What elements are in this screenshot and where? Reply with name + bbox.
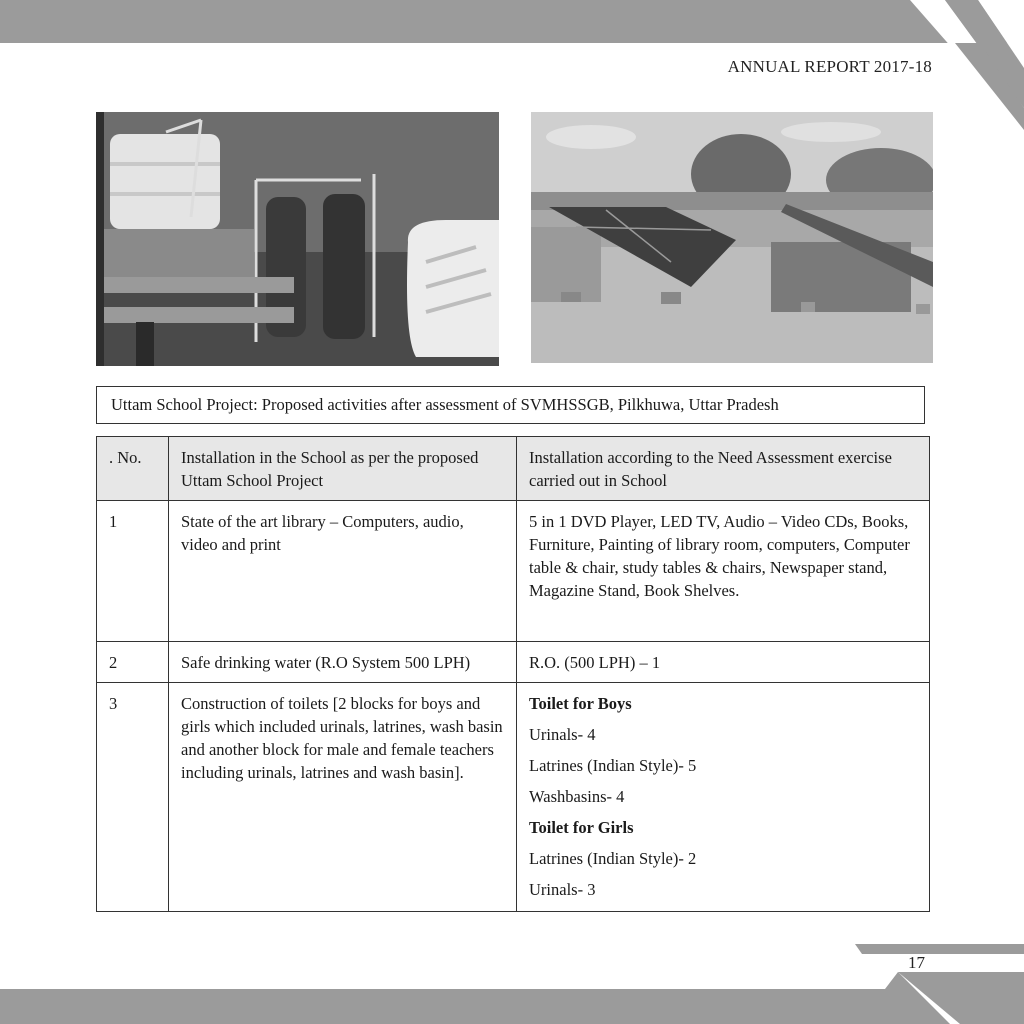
subheading-toilet-boys: Toilet for Boys [529,694,632,713]
running-header-title: ANNUAL REPORT 2017-18 [727,57,932,76]
need-assessment-cell [517,683,930,912]
page-number: 17 [908,953,925,972]
proposed-installation-cell: State of the art library – Computers, audio, video and print [169,501,517,642]
need-assessment-cell: 5 in 1 DVD Player, LED TV, Audio – Video CDs, Books, Furniture, Painting of library room, computers, Computer table & chair, study tables & chairs, Newspaper stand, Magazine Stand, Book Shelves. [517,501,930,642]
row-number: 3 [97,683,169,912]
list-item: Washbasins- 4 [529,787,625,806]
bottom-decorative-band [0,930,1024,1024]
subheading-toilet-girls: Toilet for Girls [529,818,634,837]
table-row [97,501,930,642]
list-item: Latrines (Indian Style)- 5 [529,756,697,775]
column-header-proposed-installation: Installation in the School as per the proposed Uttam School Project [169,437,517,501]
solar-panels-photo [531,112,933,363]
column-header-need-assessment: Installation according to the Need Assessment exercise carried out in School [517,437,930,501]
table-caption: Uttam School Project: Proposed activities after assessment of SVMHSSGB, Pilkhuwa, Uttar Pradesh [96,386,925,424]
column-header-serial-no: . No. [97,437,169,501]
proposed-activities-table [96,436,930,912]
proposed-installation-cell: Construction of toilets [2 blocks for boys and girls which included urinals, latrines, wash basin and another block for male and female teachers including urinals, latrines and wash basin]. [169,683,517,912]
proposed-installation-cell: Safe drinking water (R.O System 500 LPH) [169,642,517,683]
row-number: 1 [97,501,169,642]
table-header-row [97,437,930,501]
list-item: Latrines (Indian Style)- 2 [529,849,697,868]
need-assessment-cell: R.O. (500 LPH) – 1 [517,642,930,683]
row-number: 2 [97,642,169,683]
ro-system-photo [96,112,499,366]
list-item: Urinals- 4 [529,725,596,744]
table-row [97,683,930,912]
list-item: Urinals- 3 [529,880,596,899]
table-row [97,642,930,683]
